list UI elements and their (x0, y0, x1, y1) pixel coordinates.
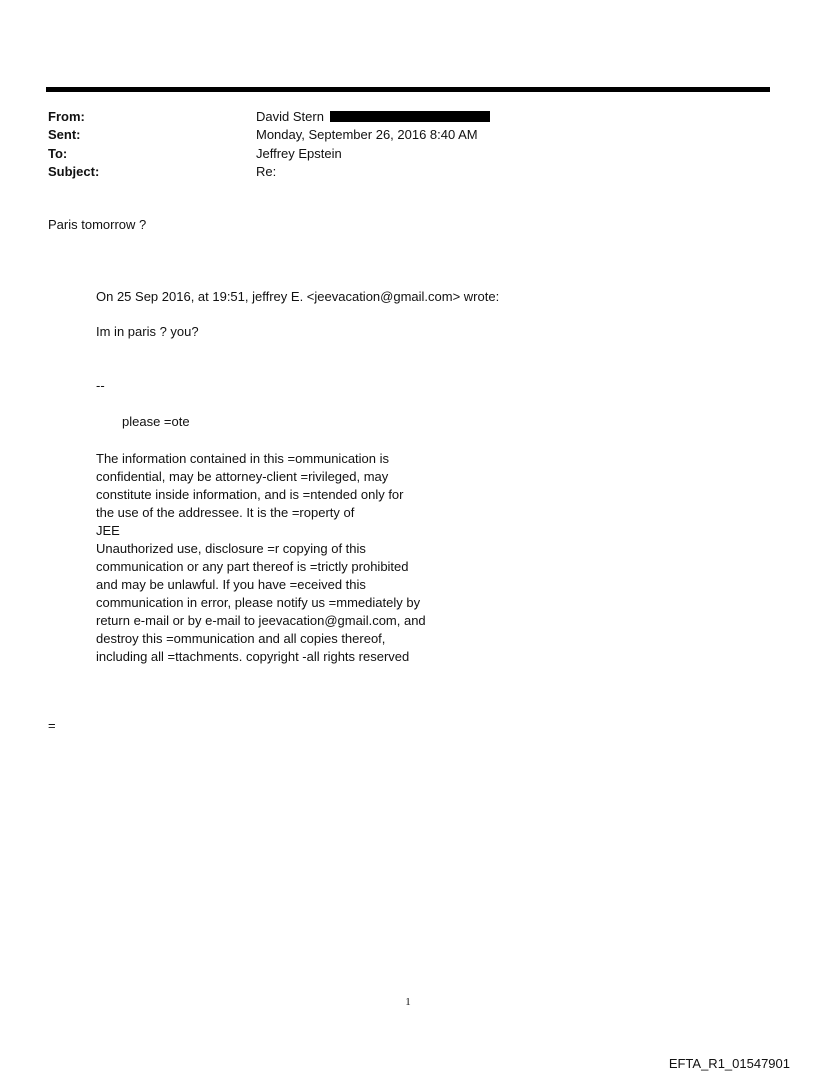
from-value (256, 108, 490, 126)
subject-row (48, 163, 490, 181)
disclaimer-line: JEE (96, 523, 120, 538)
disclaimer-line: communication or any part thereof is =trictly prohibited (96, 559, 409, 574)
disclaimer-line: Unauthorized use, disclosure =r copying of this (96, 541, 366, 556)
quoted-body: Im in paris ? you? (96, 324, 199, 339)
signature-note: please =ote (122, 414, 190, 429)
sent-row (48, 126, 490, 144)
disclaimer-line: destroy this =ommunication and all copies thereof, (96, 631, 386, 646)
header-rule (46, 87, 770, 92)
subject-label: Subject: (48, 163, 100, 179)
sent-label: Sent: (48, 127, 81, 143)
disclaimer-line: including all =ttachments. copyright -all rights reserved (96, 649, 410, 664)
email-header (48, 108, 490, 181)
from-label: From: (48, 109, 85, 124)
disclaimer-line: The information contained in this =ommunication is (96, 451, 390, 466)
disclaimer-line: confidential, may be attorney-client =rivileged, may (96, 469, 389, 484)
from-name: David Stern (256, 109, 324, 124)
trailer-char: = (48, 718, 56, 733)
sent-value: Monday, September 26, 2016 8:40 AM (256, 127, 478, 143)
subject-value: Re: (256, 163, 277, 179)
bates-number: EFTA_R1_01547901 (668, 1056, 790, 1071)
to-label: To: (48, 145, 68, 161)
disclaimer-line: communication in error, please notify us =mmediately by (96, 595, 421, 610)
to-row (48, 145, 490, 163)
message-body: Paris tomorrow ? (48, 217, 147, 232)
redaction-bar (330, 111, 490, 122)
disclaimer-line: the use of the addressee. It is the =roperty of (96, 505, 355, 520)
to-value: Jeffrey Epstein (256, 145, 342, 161)
disclaimer-line: return e-mail or by e-mail to jeevacation@gmail.com, and (96, 613, 426, 628)
disclaimer-line: constitute inside information, and is =ntended only for (96, 487, 404, 502)
disclaimer (96, 450, 426, 666)
quoted-attribution (96, 288, 499, 306)
from-row (48, 108, 490, 126)
attribution-line: On 25 Sep 2016, at 19:51, jeffrey E. <jeevacation@gmail.com> wrote: (96, 289, 500, 304)
page-number: 1 (405, 996, 411, 1008)
disclaimer-line: and may be unlawful. If you have =eceived this (96, 577, 366, 592)
signature-separator: -- (96, 378, 105, 393)
